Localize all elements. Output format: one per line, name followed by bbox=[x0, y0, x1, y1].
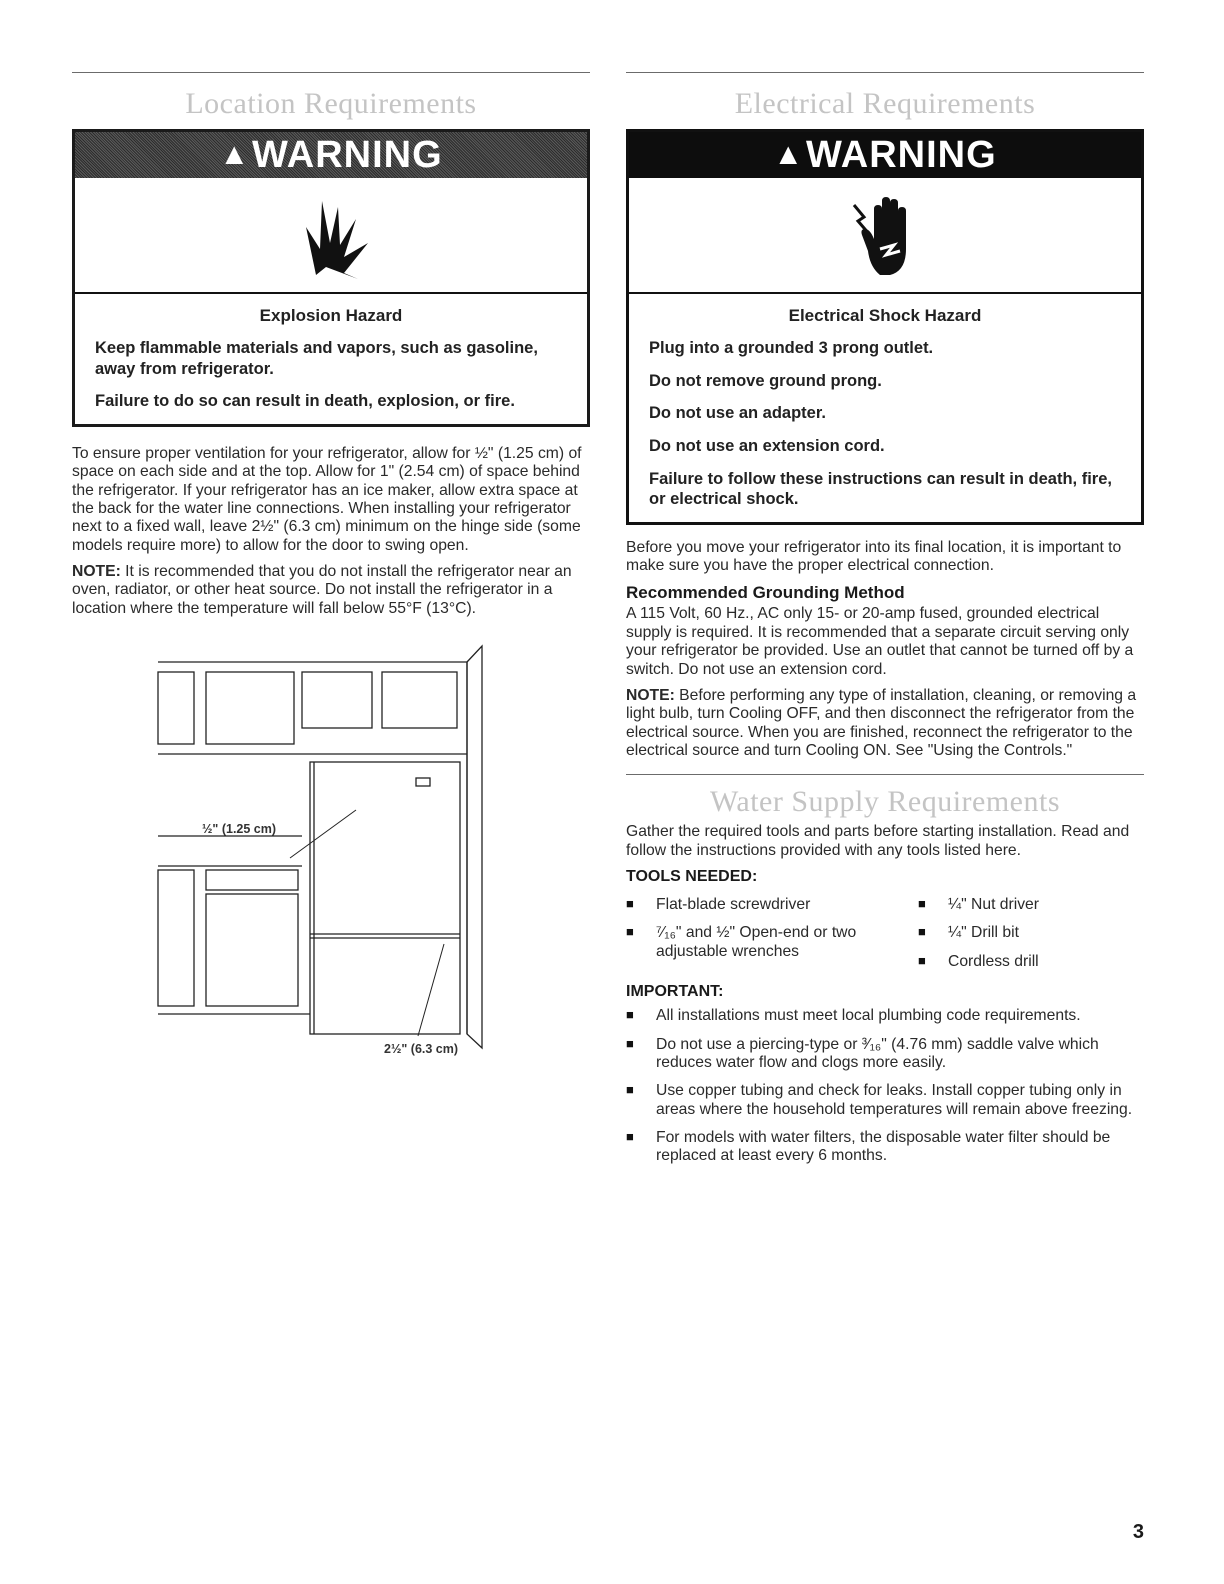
section-rule bbox=[72, 72, 590, 73]
grounding-paragraph: A 115 Volt, 60 Hz., AC only 15- or 20-amp fused, grounded electrical supply is required. It is recommended that a separate circuit serving only your refrigerator be provided. Use an outlet that cannot be turned off by a switch. Do not use an extension cord. bbox=[626, 605, 1134, 678]
warning-triangle-icon: ▲ bbox=[773, 138, 805, 171]
tools-column bbox=[918, 896, 1144, 981]
list-item: ■ Use copper tubing and check for leaks. Install copper tubing only in areas where the household temperatures will remain above freezing. bbox=[626, 1082, 1144, 1119]
warning-line: Keep flammable materials and vapors, such as gasoline, away from refrigerator. bbox=[95, 339, 538, 378]
note-text: Before performing any type of installation, cleaning, or removing a light bulb, turn Cooling OFF, and then disconnect the refrigerator from the electrical source. When you are finished, reconnect the refrigerator to the electrical source and turn Cooling ON. See "Using the Controls." bbox=[626, 686, 1137, 759]
list-item: ■ For models with water filters, the disposable water filter should be replaced at least every 6 months. bbox=[626, 1129, 1144, 1166]
warning-header bbox=[629, 132, 1141, 178]
electrical-intro: Before you move your refrigerator into its final location, it is important to make sure you have the proper electrical connection. bbox=[626, 538, 1122, 575]
section-title-electrical: Electrical Requirements bbox=[734, 87, 1036, 120]
warning-triangle-icon: ▲ bbox=[219, 138, 251, 171]
tools-column bbox=[626, 896, 918, 981]
warning-line: Plug into a grounded 3 prong outlet. bbox=[649, 339, 934, 357]
water-intro: Gather the required tools and parts before starting installation. Read and follow the instructions provided with any tools listed here. bbox=[626, 823, 1130, 859]
tools-needed-heading: TOOLS NEEDED: bbox=[626, 868, 758, 886]
warning-line: Failure to do so can result in death, explosion, or fire. bbox=[95, 392, 515, 411]
warning-line: Do not remove ground prong. bbox=[649, 371, 882, 390]
page-number: 3 bbox=[1132, 1521, 1144, 1543]
hazard-title: Explosion Hazard bbox=[259, 306, 403, 325]
list-item: ■ ⁷⁄₁₆" and ½" Open-end or two adjustable wrenches bbox=[626, 924, 918, 961]
electrical-note bbox=[626, 687, 1144, 760]
list-item: ■ All installations must meet local plumbing code requirements. bbox=[626, 1007, 1144, 1025]
note-label: NOTE: bbox=[72, 563, 121, 581]
tools-list bbox=[626, 896, 1144, 981]
shock-icon-area bbox=[629, 178, 1141, 294]
explosion-icon-area bbox=[75, 178, 587, 294]
important-list bbox=[626, 1007, 1144, 1166]
warning-line: Do not use an extension cord. bbox=[649, 436, 885, 455]
important-heading: IMPORTANT: bbox=[626, 983, 724, 1001]
warning-heading: WARNING bbox=[806, 133, 997, 176]
location-requirements-section bbox=[72, 72, 590, 1063]
section-title-location: Location Requirements bbox=[185, 87, 477, 120]
section-rule bbox=[626, 72, 1144, 73]
list-item: ■ ¼" Drill bit bbox=[918, 924, 1144, 942]
shock-warning-box bbox=[626, 129, 1144, 525]
refrigerator-clearance-illustration bbox=[72, 638, 590, 1058]
section-title-water: Water Supply Requirements bbox=[709, 785, 1060, 819]
section-rule bbox=[626, 774, 1144, 775]
note-text: It is recommended that you do not install the refrigerator near an oven, radiator, or other heat source. Do not install the refrigerator in a location where the temperature will fall below 55°F (13°C). bbox=[72, 563, 572, 617]
electrical-requirements-section bbox=[626, 72, 1144, 1176]
hinge-clearance-label: 2½" (6.3 cm) bbox=[384, 1042, 459, 1057]
explosion-warning-box bbox=[72, 129, 590, 427]
note-label: NOTE: bbox=[626, 686, 675, 704]
grounding-heading: Recommended Grounding Method bbox=[626, 583, 905, 603]
warning-body bbox=[75, 294, 587, 424]
warning-body bbox=[629, 294, 1141, 522]
electric-shock-hand-icon bbox=[850, 187, 920, 283]
list-item: ■ Do not use a piercing-type or ³⁄₁₆" (4.76 mm) saddle valve which reduces water flow and clogs more easily. bbox=[626, 1036, 1144, 1073]
ventilation-paragraph: To ensure proper ventilation for your refrigerator, allow for ½" (1.25 cm) of space on each side and at the top. Allow for 1" (2.54 cm) of space behind the refrigerator. If your refrigerator has an ice maker, allow extra space at the back for the water line connections. When installing your refrigerator next to a fixed wall, leave 2½" (6.3 cm) minimum on the hinge side (some models require more) to allow for the door to swing open. bbox=[72, 444, 582, 554]
warning-heading: WARNING bbox=[252, 133, 443, 176]
warning-line: Do not use an adapter. bbox=[649, 404, 826, 423]
warning-header bbox=[75, 132, 587, 178]
list-item: ■ Cordless drill bbox=[918, 953, 1144, 971]
list-item: ■ Flat-blade screwdriver bbox=[626, 896, 918, 914]
warning-line: Failure to follow these instructions can result in death, fire, or electrical shock. bbox=[649, 469, 1112, 509]
list-item: ■ ¼" Nut driver bbox=[918, 896, 1144, 914]
hazard-title: Electrical Shock Hazard bbox=[788, 306, 982, 325]
location-note bbox=[72, 563, 590, 618]
top-clearance-label: ½" (1.25 cm) bbox=[202, 822, 277, 837]
explosion-icon bbox=[286, 187, 376, 283]
clearance-diagram bbox=[72, 638, 590, 1063]
